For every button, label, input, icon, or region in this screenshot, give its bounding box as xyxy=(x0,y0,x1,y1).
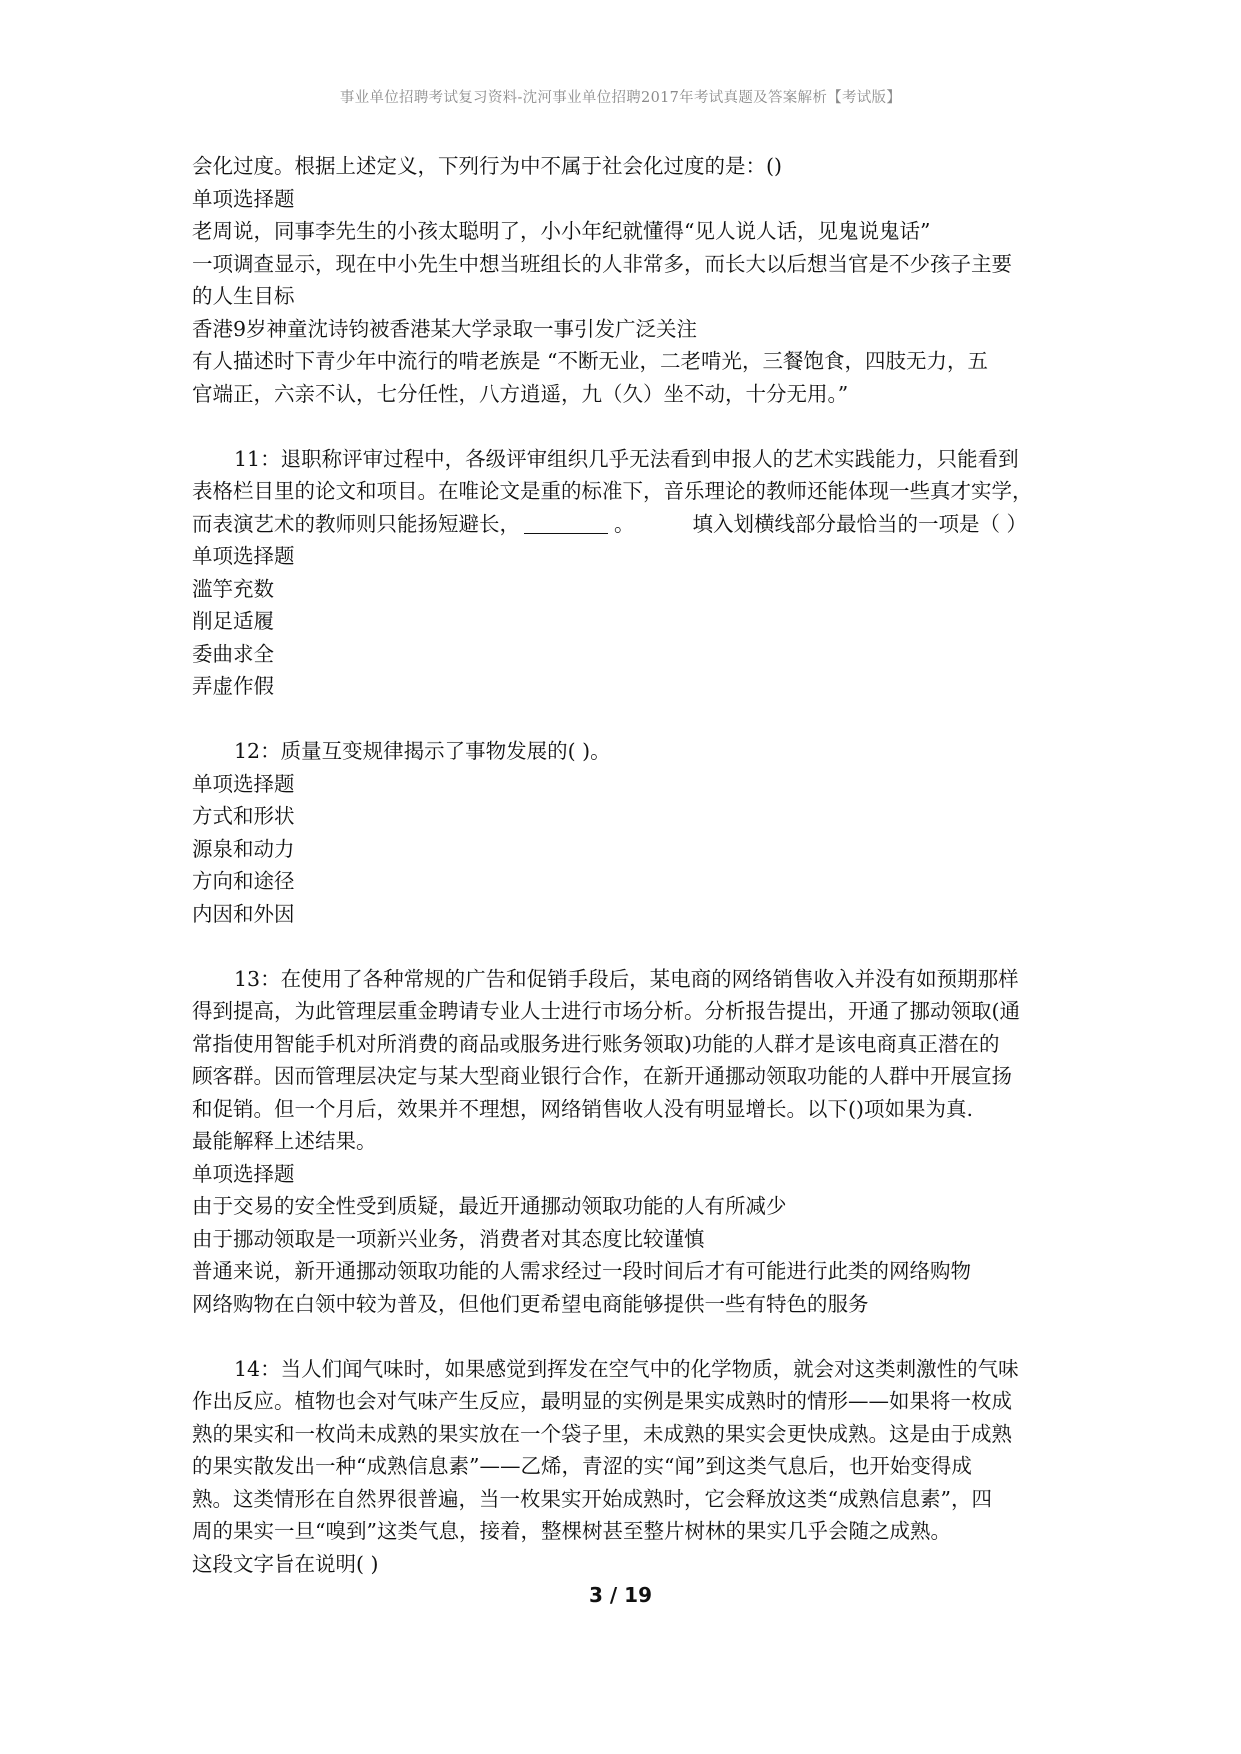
q10-option-a: 老周说，同事李先生的小孩太聪明了，小小年纪就懂得“见人说人话，见鬼说鬼话” xyxy=(192,219,931,243)
q13-stem-line: 常指使用智能手机对所消费的商品或服务进行账务领取)功能的人群才是该电商真正潜在的 xyxy=(192,1031,1000,1056)
q13-stem-line: 13：在使用了各种常规的广告和促销手段后，某电商的网络销售收入并没有如预期那样 xyxy=(234,966,1019,991)
q12-stem: 12：质量互变规律揭示了事物发展的( )。 xyxy=(234,739,611,763)
q10-stem-tail: 会化过度。根据上述定义，下列行为中不属于社会化过度的是：() xyxy=(192,154,782,178)
q14-stem-line: 作出反应。植物也会对气味产生反应，最明显的实例是果实成熟时的情形——如果将一枚成 xyxy=(192,1389,1012,1413)
q13-option-c: 普通来说，新开通挪动领取功能的人需求经过一段时间后才有可能进行此类的网络购物 xyxy=(192,1259,971,1283)
q12-option-c: 方向和途径 xyxy=(192,869,295,893)
q13-option-a: 由于交易的安全性受到质疑，最近开通挪动领取功能的人有所减少 xyxy=(192,1194,787,1218)
q11-option-c: 委曲求全 xyxy=(192,641,274,666)
q14-stem-line: 这段文字旨在说明( ) xyxy=(192,1551,379,1576)
q10-option-d-cont: 官端正，六亲不认，七分任性，八方逍遥，九（久）坐不动，十分无用。” xyxy=(192,381,849,406)
q12-type: 单项选择题 xyxy=(192,771,295,796)
page-header: 事业单位招聘考试复习资料-沈河事业单位招聘2017年考试真题及答案解析【考试版】 xyxy=(339,90,902,106)
q11-stem-text: 而表演艺术的教师则只能扬短避长， xyxy=(192,511,520,536)
q11-stem-line: 表格栏目里的论文和项目。在唯论文是重的标准下，音乐理论的教师还能体现一些真才实学， xyxy=(192,479,1033,503)
q12-option-a: 方式和形状 xyxy=(192,804,295,828)
q14-stem-line: 周的果实一旦“嗅到”这类气息，接着，整棵树甚至整片树林的果实几乎会随之成熟。 xyxy=(192,1519,951,1543)
q13-stem-line: 得到提高，为此管理层重金聘请专业人士进行市场分析。分析报告提出，开通了挪动领取(通 xyxy=(192,999,1020,1023)
q13-stem-line: 顾客群。因而管理层决定与某大型商业银行合作，在新开通挪动领取功能的人群中开展宣扬 xyxy=(192,1064,1012,1088)
q13-stem-line: 最能解释上述结果。 xyxy=(192,1129,377,1153)
q10-option-d: 有人描述时下青少年中流行的啃老族是 “不断无业，二老啃光，三餐饱食，四肢无力，五 xyxy=(192,349,988,373)
q12-option-d: 内因和外因 xyxy=(192,901,295,926)
q11-stem-instruction: 填入划横线部分最恰当的一项是（ ） xyxy=(692,511,1028,536)
q11-stem-period: 。 xyxy=(614,511,635,536)
q11-option-b: 削足适履 xyxy=(192,609,274,633)
q13-stem-line: 和促销。但一个月后，效果并不理想，网络销售收人没有明显增长。以下()项如果为真. xyxy=(192,1096,974,1121)
page-number: 3 / 19 xyxy=(589,1583,652,1607)
q14-stem-line: 14：当人们闻气味时，如果感觉到挥发在空气中的化学物质，就会对这类刺激性的气味 xyxy=(234,1356,1019,1381)
q11-type: 单项选择题 xyxy=(192,544,295,568)
q14-stem-line: 熟的果实和一枚尚未成熟的果实放在一个袋子里，未成熟的果实会更快成熟。这是由于成熟 xyxy=(192,1421,1012,1446)
fill-blank xyxy=(524,513,608,534)
q11-option-d: 弄虚作假 xyxy=(192,674,274,698)
q11-stem-last xyxy=(192,508,1060,541)
q13-type: 单项选择题 xyxy=(192,1161,295,1186)
q10-option-c: 香港9岁神童沈诗钧被香港某大学录取一事引发广泛关注 xyxy=(192,316,698,341)
q13-option-d: 网络购物在白领中较为普及，但他们更希望电商能够提供一些有特色的服务 xyxy=(192,1291,869,1316)
q12-option-b: 源泉和动力 xyxy=(192,836,295,861)
q11-option-a: 滥竽充数 xyxy=(192,576,274,601)
q10-type: 单项选择题 xyxy=(192,186,295,211)
q14-stem-line: 熟。这类情形在自然界很普遍，当一枚果实开始成熟时，它会释放这类“成熟信息素”，四 xyxy=(192,1486,992,1511)
q10-option-b: 一项调查显示，现在中小先生中想当班组长的人非常多，而长大以后想当官是不少孩子主要 xyxy=(192,251,1012,276)
q10-option-b-cont: 的人生目标 xyxy=(192,284,295,308)
page-content xyxy=(192,150,1060,1580)
q13-option-b: 由于挪动领取是一项新兴业务，消费者对其态度比较谨慎 xyxy=(192,1226,705,1251)
q11-stem-line: 11：退职称评审过程中，各级评审组织几乎无法看到申报人的艺术实践能力，只能看到 xyxy=(234,446,1019,471)
q14-stem-line: 的果实散发出一种“成熟信息素”——乙烯，青涩的实“闻”到这类气息后，也开始变得成 xyxy=(192,1454,972,1478)
